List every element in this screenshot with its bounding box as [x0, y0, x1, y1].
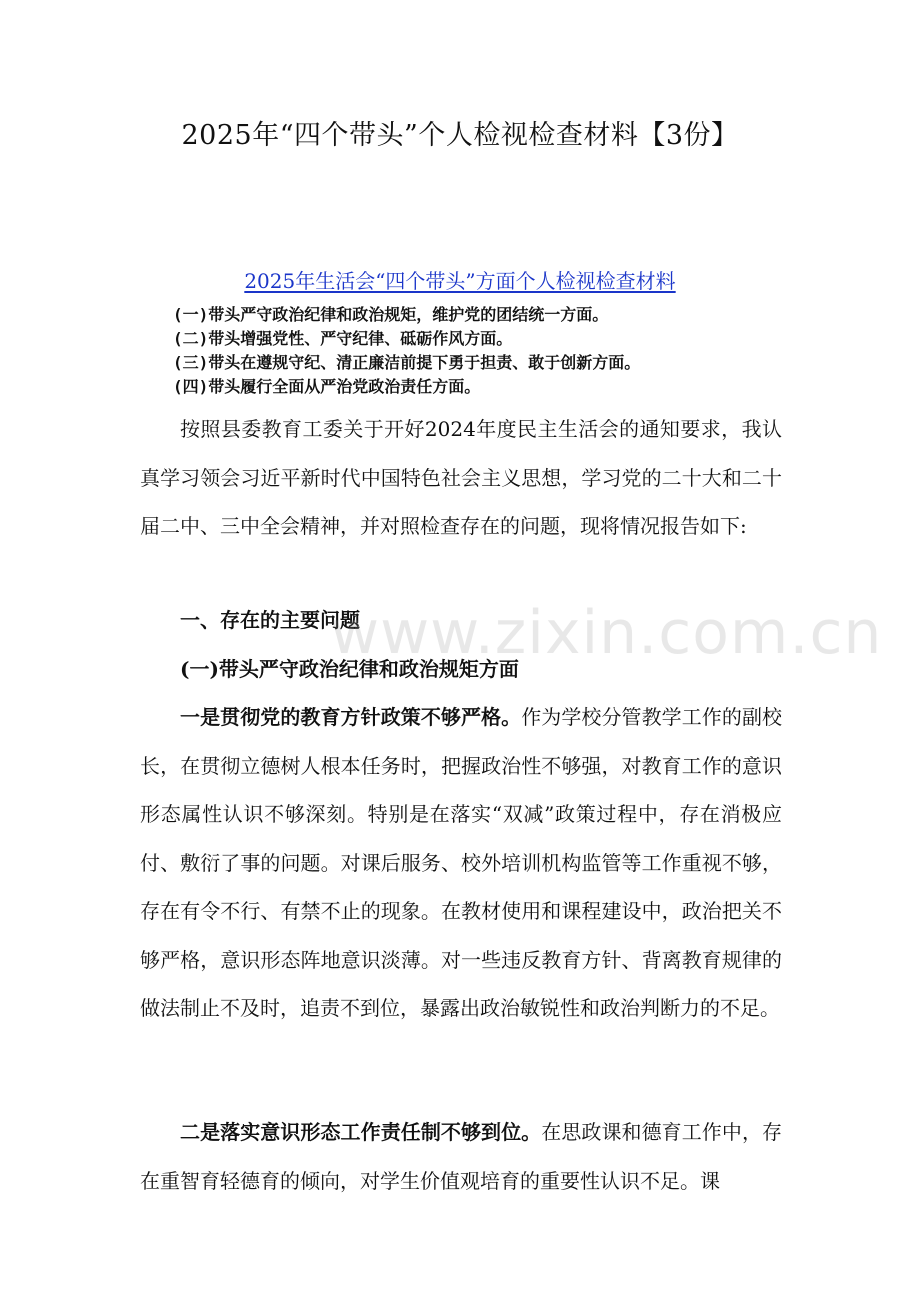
item-lead-2: 二是落实意识形态工作责任制不够到位。 [180, 1120, 542, 1144]
toc-item: (三)带头在遵规守纪、清正廉洁前提下勇于担责、敢于创新方面。 [173, 353, 641, 372]
item-lead-1: 一是贯彻党的教育方针政策不够严格。 [180, 705, 522, 729]
section-link[interactable]: 2025年生活会“四个带头”方面个人检视检查材料 [244, 269, 676, 293]
item-text-1: 作为学校分管教学工作的副校长，在贯彻立德树人根本任务时，把握政治性不够强，对教育工作的意识形态属性认识不够深刻。特别是在落实“双减”政策过程中，存在消极应付、敷衍了事的问题。对课后服务、校外培训机构监管等工作重视不够，存在有令不行、有禁不止的现象。在教材使用和课程建设中，政治把关不够严格，意识形态阵地意识淡薄。对一些违反教育方针、背离教育规律的做法制止不及时，追责不到位，暴露出政治敏锐性和政治判断力的不足。 [140, 705, 783, 1020]
intro-paragraph: 按照县委教育工委关于开好2024年度民主生活会的通知要求，我认真学习领会习近平新时代中国特色社会主义思想，学习党的二十大和二十届二中、三中全会精神，并对照检查存在的问题，现将情况报告如下: [140, 417, 782, 538]
section-heading-2: (一)带头严守政治纪律和政治规矩方面 [180, 657, 519, 681]
toc-item: (四)带头履行全面从严治党政治责任方面。 [173, 377, 481, 396]
toc-item: (一)带头严守政治纪律和政治规矩，维护党的团结统一方面。 [173, 305, 609, 324]
toc-item: (二)带头增强党性、严守纪律、砥砺作风方面。 [173, 329, 513, 348]
item-paragraph-1 [140, 693, 782, 1033]
toc-list [173, 303, 793, 399]
item-text-2: 在思政课和德育工作中，存在重智育轻德育的倾向，对学生价值观培育的重要性认识不足。课 [140, 1120, 783, 1193]
document-title: 2025年“四个带头”个人检视检查材料【3份】 [181, 120, 739, 151]
watermark: www.zixin.com.cn [330, 598, 883, 668]
section-heading-1: 一、存在的主要问题 [180, 608, 360, 632]
item-paragraph-2 [140, 1108, 782, 1205]
section-link-container [0, 266, 920, 296]
